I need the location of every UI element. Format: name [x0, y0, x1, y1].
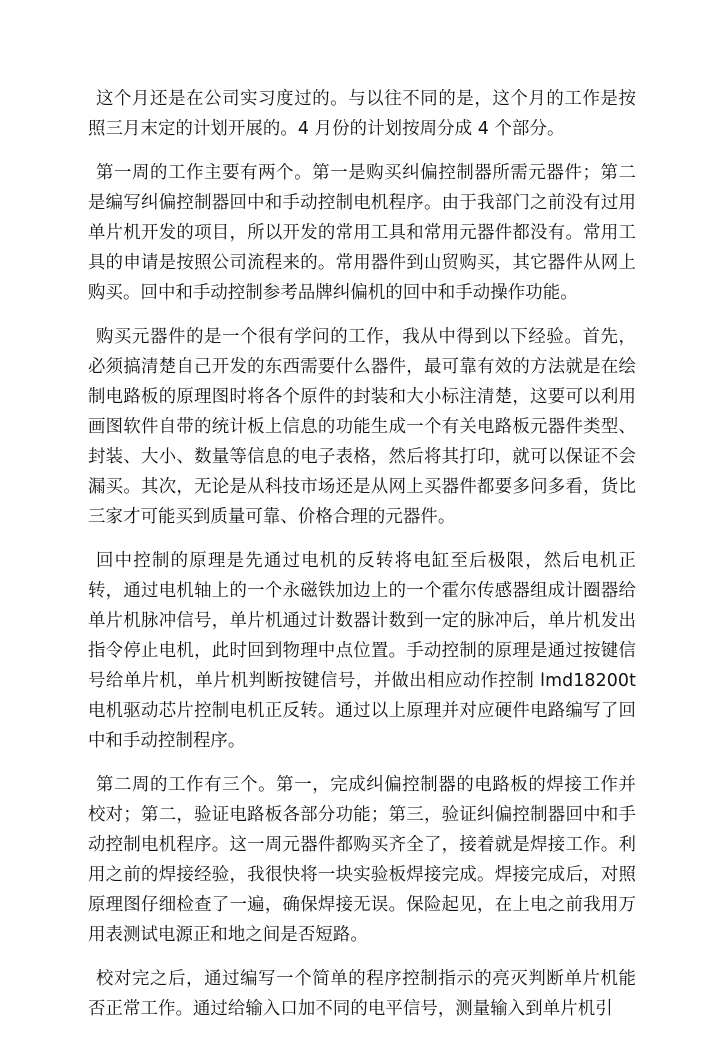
document-body [88, 84, 636, 1038]
paragraph-3: 购买元器件的是一个很有学问的工作，我从中得到以下经验。首先，必须搞清楚自己开发的东西需要什么器件，最可靠有效的方法就是在绘制电路板的原理图时将各个原件的封装和大小标注清楚，这要可以利用画图软件自带的统计板上信息的功能生成一个有关电路板元器件类型、封装、大小、数量等信息的电子表格，然后将其打印，就可以保证不会漏买。其次，无论是从科技市场还是从网上买器件都要多问多看，货比三家才可能买到质量可靠、价格合理的元器件。 [88, 327, 636, 527]
paragraph-5: 第二周的工作有三个。第一，完成纠偏控制器的电路板的焊接工作并校对；第二，验证电路板各部分功能；第三，验证纠偏控制器回中和手动控制电机程序。这一周元器件都购买齐全了，接着就是焊接工作。利用之前的焊接经验，我很快将一块实验板焊接完成。焊接完成后，对照原理图仔细检查了一遍，确保焊接无误。保险起见，在上电之前我用万用表测试电源正和地之间是否短路。 [88, 775, 636, 945]
paragraph-2: 第一周的工作主要有两个。第一是购买纠偏控制器所需元器件；第二是编写纠偏控制器回中和手动控制电机程序。由于我部门之前没有过用单片机开发的项目，所以开发的常用工具和常用元器件都没有。常用工具的申请是按照公司流程来的。常用器件到山贸购买，其它器件从网上购买。回中和手动控制参考品牌纠偏机的回中和手动操作功能。 [88, 163, 636, 303]
paragraph-6: 校对完之后，通过编写一个简单的程序控制指示的亮灭判断单片机能否正常工作。通过给输入口加不同的电平信号，测量输入到单片机引 [88, 969, 636, 1019]
paragraph-4: 回中控制的原理是先通过电机的反转将电缸至后极限，然后电机正转，通过电机轴上的一个永磁铁加边上的一个霍尔传感器组成计圈器给单片机脉冲信号，单片机通过计数器计数到一定的脉冲后，单片机发出指令停止电机，此时回到物理中点位置。手动控制的原理是通过按键信号给单片机，单片机判断按键信号，并做出相应动作控制 lmd18200t 电机驱动芯片控制电机正反转。通过以上原理并对应硬件电路编写了回中和手动控制程序。 [88, 551, 636, 751]
paragraph-1: 这个月还是在公司实习度过的。与以往不同的是，这个月的工作是按照三月末定的计划开展的。4 月份的计划按周分成 4 个部分。 [88, 89, 636, 139]
